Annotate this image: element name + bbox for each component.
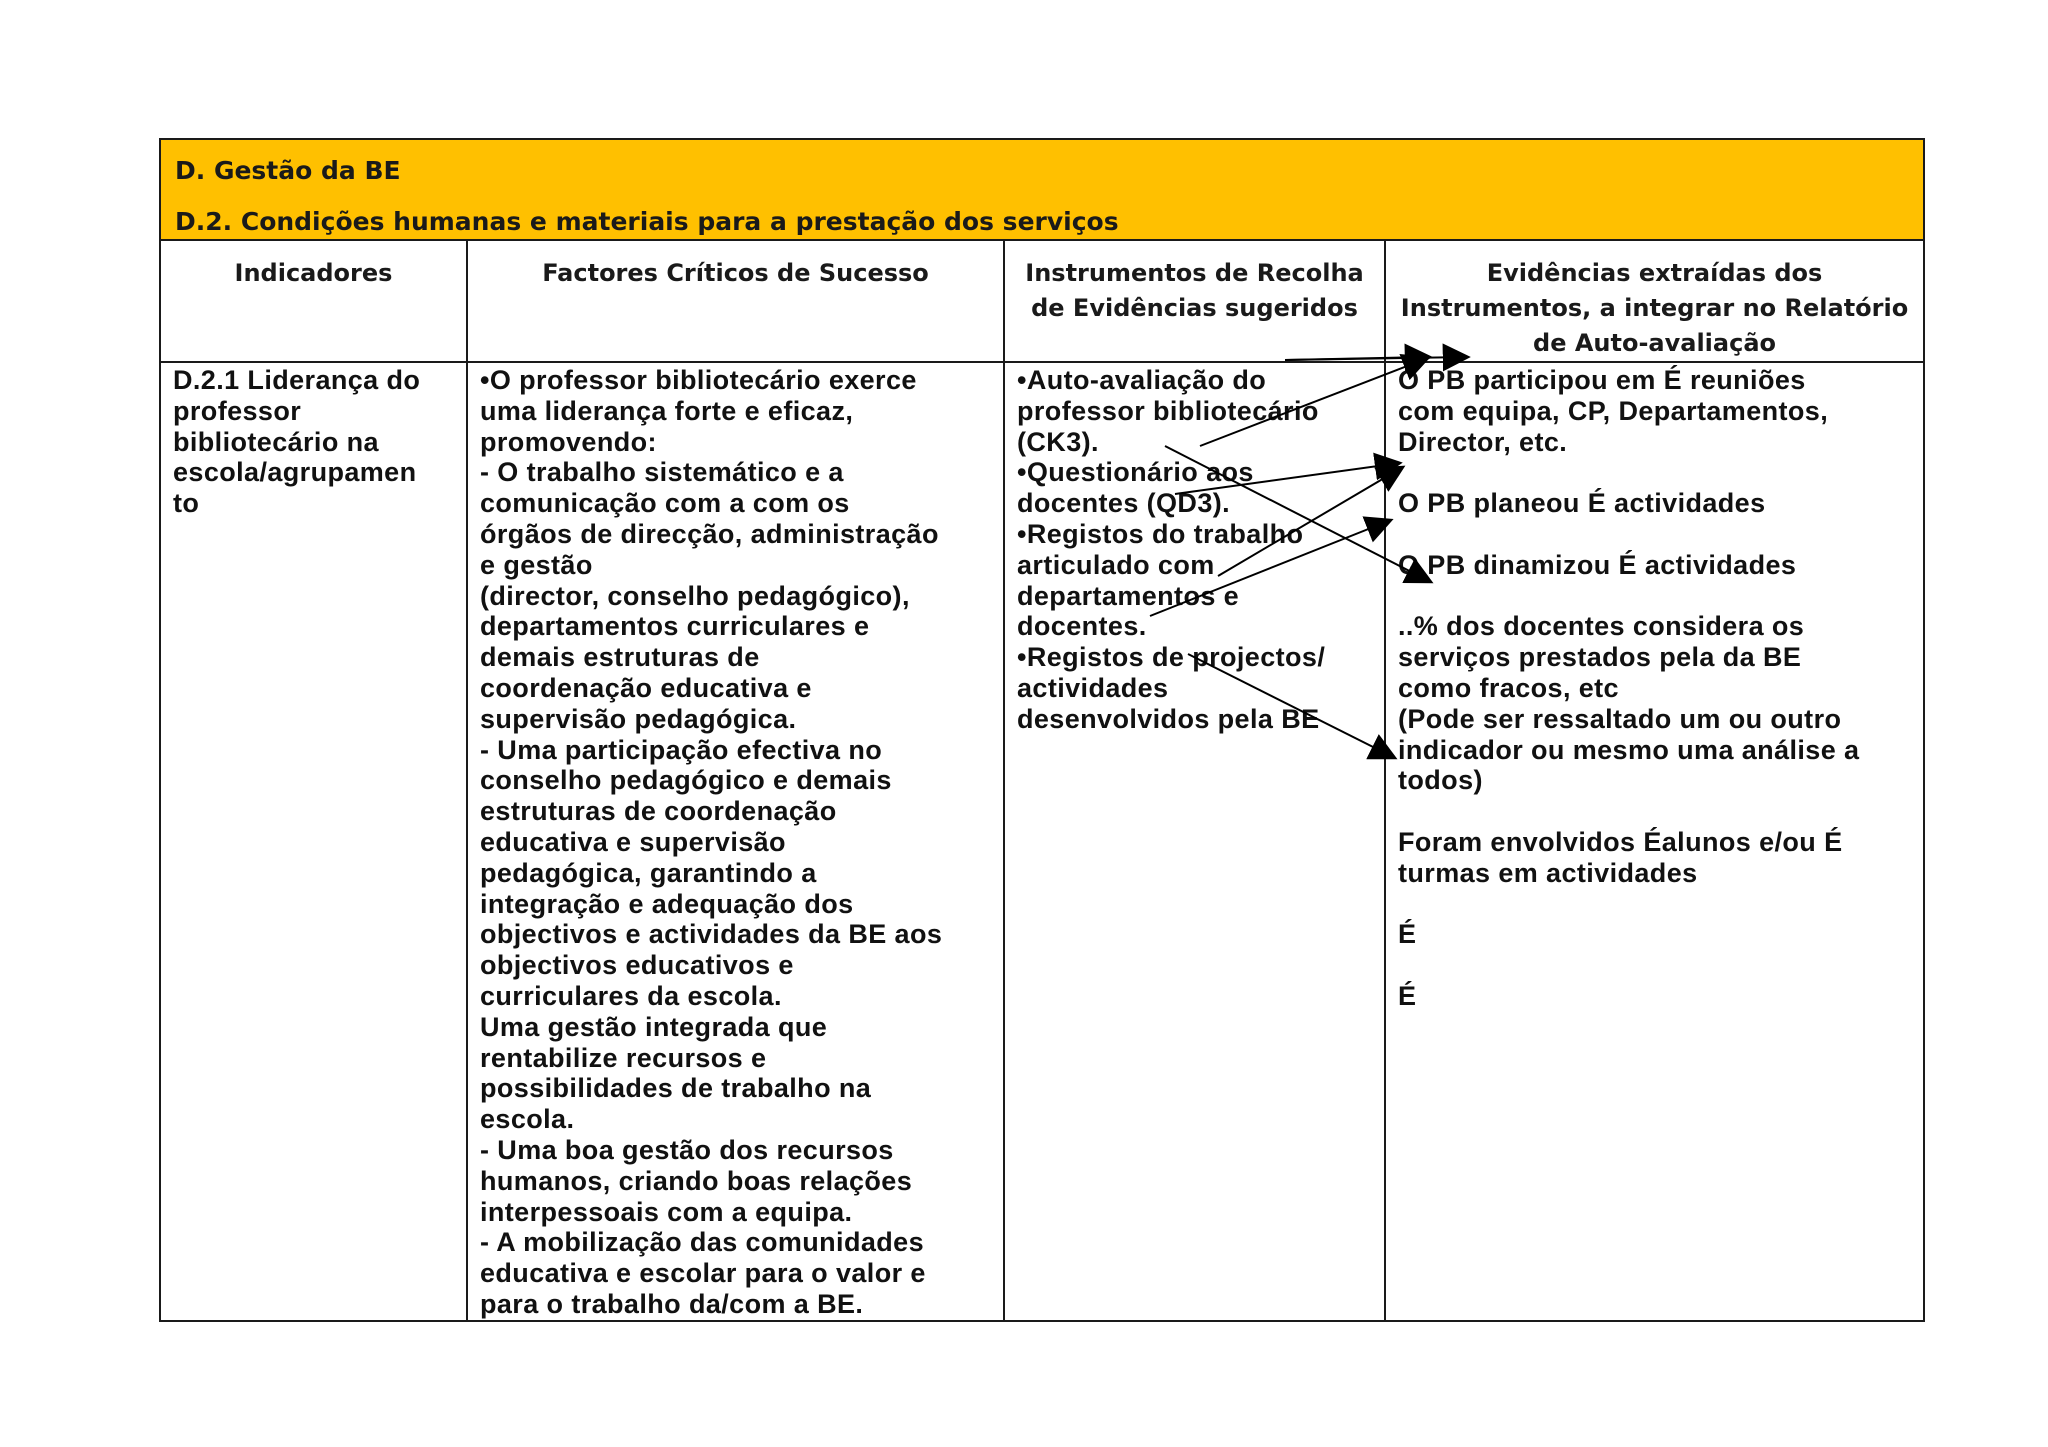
instrument-line: departamentos e [1017,580,1240,611]
evidence-line: turmas em actividades [1398,857,1698,888]
factor-line: escola. [480,1104,575,1135]
evidence-line [1398,796,1915,827]
factor-line: promovendo: [480,426,657,457]
evidence-line: indicador ou mesmo uma análise a [1398,734,1860,765]
indicator-line: to [173,488,200,519]
factors-cell [467,362,1004,1321]
evidence-line: Foram envolvidos Éalunos e/ou É [1398,826,1843,857]
evidence-line [1398,457,1915,488]
evidence-line: Director, etc. [1398,426,1568,457]
factor-line: demais estruturas de [480,642,760,673]
factor-line: curriculares da escola. [480,980,782,1011]
factor-line: - Uma boa gestão dos recursos [480,1134,894,1165]
indicator-line: D.2.1 Liderança do [173,365,421,395]
evaluation-table [159,138,1925,1322]
factor-line: conselho pedagógico e demais [480,765,892,796]
factor-line: educativa e escolar para o valor e [480,1258,926,1289]
factor-line: objectivos e actividades da BE aos [480,919,943,950]
instrument-line: •Registos de projectos/ [1017,642,1326,673]
indicator-line: escola/agrupamen [173,457,417,488]
section-title: D. Gestão da BE [175,156,401,185]
factor-line: coordenação educativa e [480,672,812,703]
factor-line: - Uma participação efectiva no [480,734,883,765]
factor-line: (director, conselho pedagógico), [480,580,910,611]
factor-line: órgãos de direcção, administração [480,518,939,549]
evidence-line: O PB planeou É actividades [1398,488,1766,519]
factor-line: •O professor bibliotecário exerce [480,365,917,395]
evidence-line: (Pode ser ressaltado um ou outro [1398,703,1842,734]
instrument-line: desenvolvidos pela BE [1017,703,1320,734]
instrument-line: •Auto-avaliação do [1017,365,1267,395]
instrument-line: •Registos do trabalho [1017,518,1304,549]
indicator-line: bibliotecário na [173,426,379,457]
factor-line: possibilidades de trabalho na [480,1073,872,1104]
evidence-line: serviços prestados pela da BE [1398,642,1802,673]
evidences-cell [1385,362,1924,1321]
factor-line: - A mobilização das comunidades [480,1227,924,1258]
factor-line: estruturas de coordenação [480,796,837,827]
factor-line: objectivos educativos e [480,950,794,981]
evidence-line: É [1398,919,1417,950]
factor-line: pedagógica, garantindo a [480,857,817,888]
factor-line: comunicação com a com os [480,488,850,519]
instrument-line: professor bibliotecário [1017,395,1319,426]
factor-line: Uma gestão integrada que [480,1011,828,1042]
column-header-evidences: Evidências extraídas dos Instrumentos, a integrar no Relatório de Auto-avaliação [1385,240,1924,362]
evidence-line [1398,581,1915,612]
factor-line: e gestão [480,549,593,580]
evidence-line: O PB participou em É reuniões [1398,365,1806,395]
evidence-line [1398,519,1915,550]
instrument-line: •Questionário aos [1017,457,1254,488]
evidence-line [1398,950,1915,981]
instrument-line: docentes (QD3). [1017,488,1231,519]
factor-line: educativa e supervisão [480,826,786,857]
factor-line: - O trabalho sistemático e a [480,457,844,488]
evidence-line: todos) [1398,765,1483,796]
evidence-line: É [1398,980,1417,1011]
instrument-line: (CK3). [1017,426,1099,457]
column-header-indicators: Indicadores [160,240,467,362]
column-header-factors: Factores Críticos de Sucesso [467,240,1004,362]
subsection-title: D.2. Condições humanas e materiais para a prestação dos serviços [175,207,1119,236]
evidence-line [1398,889,1915,920]
instrument-line: docentes. [1017,611,1147,642]
factor-line: departamentos curriculares e [480,611,870,642]
instrument-line: articulado com [1017,549,1215,580]
instrument-line: actividades [1017,672,1169,703]
indicator-line: professor [173,395,302,426]
column-header-instruments: Instrumentos de Recolha de Evidências sugeridos [1004,240,1385,362]
evidence-line: O PB dinamizou É actividades [1398,549,1797,580]
table-title-cell [160,139,1924,240]
factor-line: supervisão pedagógica. [480,703,797,734]
factor-line: interpessoais com a equipa. [480,1196,853,1227]
instruments-cell [1004,362,1385,1321]
factor-line: humanos, criando boas relações [480,1165,913,1196]
factor-line: integração e adequação dos [480,888,854,919]
factor-line: rentabilize recursos e [480,1042,767,1073]
indicator-cell [160,362,467,1321]
evidence-line: como fracos, etc [1398,672,1619,703]
factor-line: para o trabalho da/com a BE. [480,1288,864,1319]
factor-line: uma liderança forte e eficaz, [480,395,854,426]
evidence-line: com equipa, CP, Departamentos, [1398,395,1829,426]
evidence-line: ..% dos docentes considera os [1398,611,1805,642]
